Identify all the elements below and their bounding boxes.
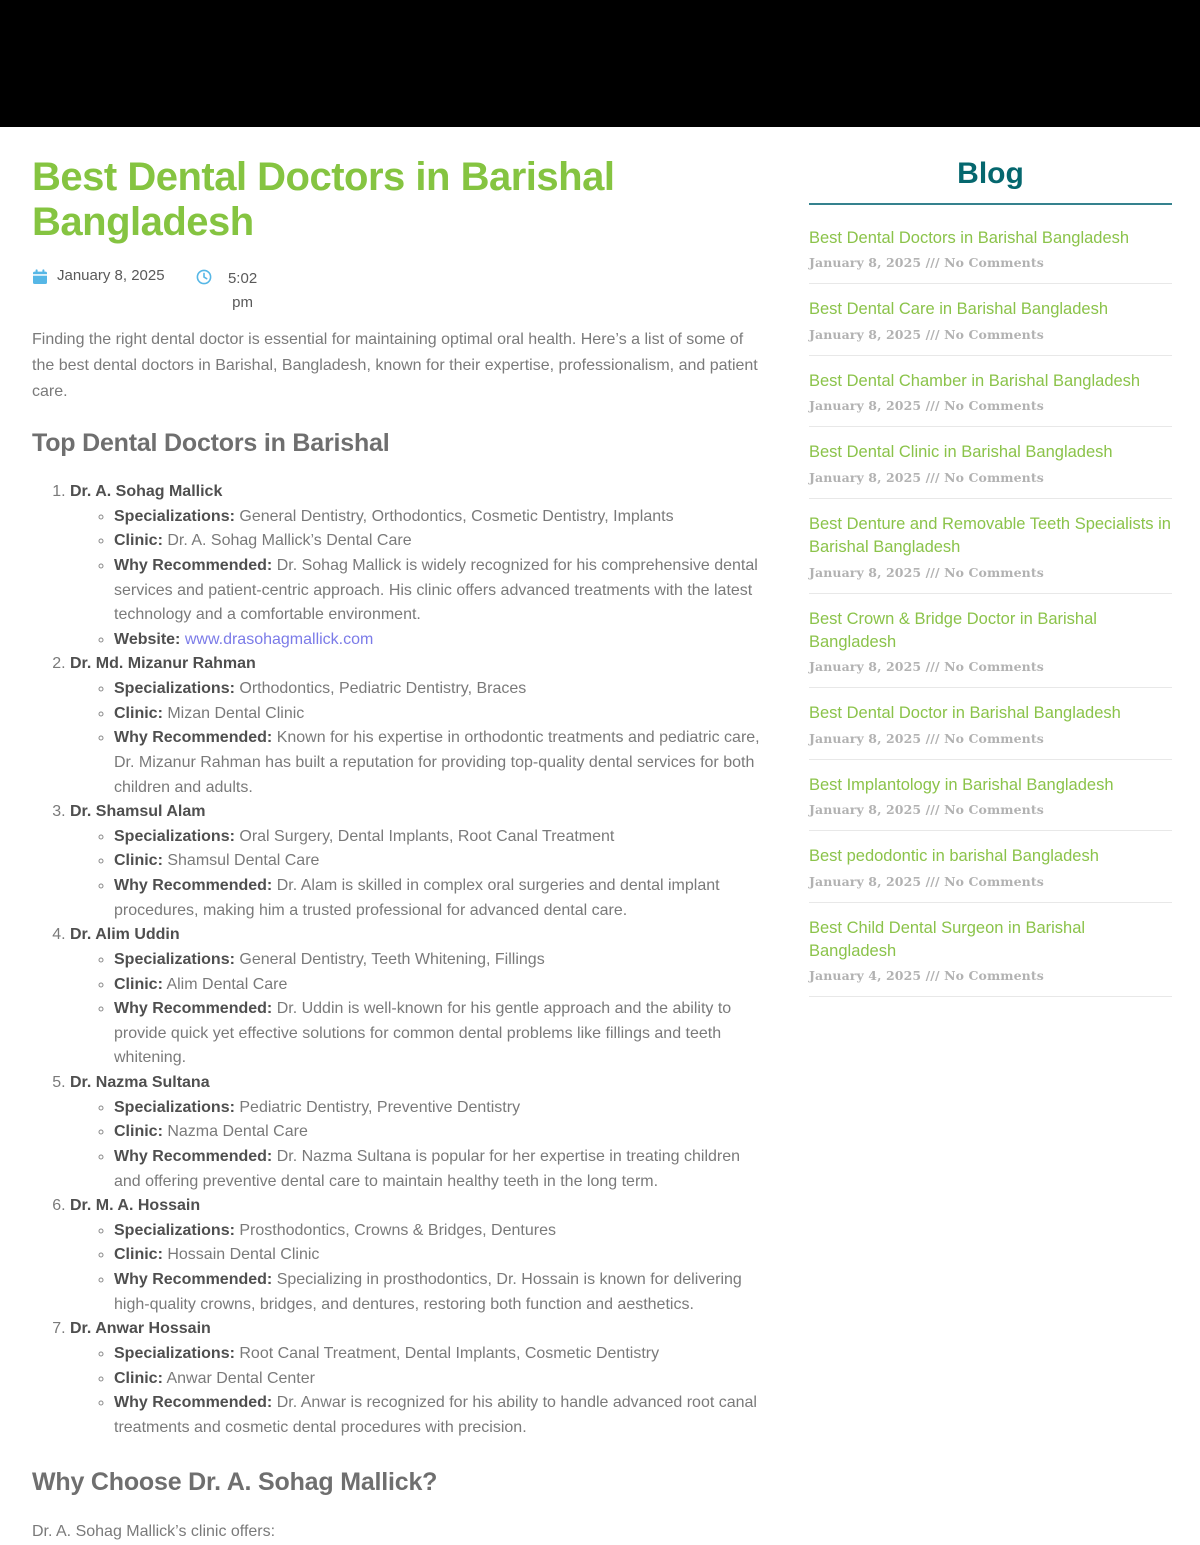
doctor-clinic <box>114 973 767 998</box>
why-recommended-label: Why Recommended: <box>114 556 273 574</box>
doctor-why-recommended <box>114 997 767 1071</box>
doctor-details <box>70 825 767 924</box>
clinic-value: Anwar Dental Center <box>166 1369 315 1387</box>
doctor-list-item <box>70 923 767 1071</box>
specializations-value: Oral Surgery, Dental Implants, Root Canal Treatment <box>239 827 615 845</box>
blog-post-link[interactable]: Best Dental Clinic in Barishal Bangladesh <box>809 443 1113 462</box>
blog-post-item <box>809 903 1172 998</box>
doctor-details <box>70 677 767 800</box>
blog-post-link[interactable]: Best Child Dental Surgeon in Barishal Bangladesh <box>809 918 1086 961</box>
blog-post-item <box>809 427 1172 498</box>
article-intro: Finding the right dental doctor is essential for maintaining optimal oral health. Here’s a list of some of the best dental doctors in Barishal, Bangladesh, known for their expertise, professionalism, and patient care. <box>32 331 758 401</box>
doctor-clinic <box>114 849 767 874</box>
doctor-name: Dr. Md. Mizanur Rahman <box>70 655 256 673</box>
blog-post-meta: January 8, 2025 /// No Comments <box>809 398 1044 414</box>
clinic-label: Clinic: <box>114 1123 163 1141</box>
clinic-value: Hossain Dental Clinic <box>167 1246 320 1264</box>
doctor-specializations <box>114 1342 767 1367</box>
blog-post-meta: January 8, 2025 /// No Comments <box>809 469 1044 485</box>
blog-post-meta: January 8, 2025 /// No Comments <box>809 326 1044 342</box>
blog-post-item <box>809 213 1172 284</box>
clinic-label: Clinic: <box>114 852 163 870</box>
doctor-list-item <box>70 1194 767 1317</box>
blog-post-item <box>809 499 1172 594</box>
doctor-clinic <box>114 1367 767 1392</box>
why-recommended-label: Why Recommended: <box>114 1147 273 1165</box>
page-body <box>0 127 1200 1545</box>
specializations-label: Specializations: <box>114 827 235 845</box>
doctor-name: Dr. Nazma Sultana <box>70 1074 210 1092</box>
top-header-bar <box>0 0 1200 127</box>
specializations-label: Specializations: <box>114 680 235 698</box>
specializations-label: Specializations: <box>114 507 235 525</box>
doctor-specializations <box>114 505 767 530</box>
blog-post-meta: January 4, 2025 /// No Comments <box>809 968 1044 984</box>
doctor-list-item <box>70 1317 767 1440</box>
blog-post-meta: January 8, 2025 /// No Comments <box>809 873 1044 889</box>
blog-post-link[interactable]: Best Dental Care in Barishal Bangladesh <box>809 300 1109 319</box>
blog-post-link[interactable]: Best Dental Doctors in Barishal Bangladesh <box>809 229 1130 247</box>
blog-post-item <box>809 594 1172 689</box>
why-recommended-value: Dr. Uddin is well-known for his gentle approach and the ability to provide quick yet effective solutions for common dental problems like fillings and teeth whitening. <box>114 1000 732 1067</box>
clock-icon <box>196 269 212 285</box>
page-title: Best Dental Doctors in Barishal Bangladesh <box>32 155 615 245</box>
doctor-website <box>114 628 767 653</box>
doctor-name: Dr. A. Sohag Mallick <box>70 483 223 501</box>
doctor-name: Dr. Shamsul Alam <box>70 803 206 821</box>
specializations-label: Specializations: <box>114 1098 235 1116</box>
section-heading-top-doctors: Top Dental Doctors in Barishal <box>32 429 390 458</box>
doctor-why-recommended <box>114 1145 767 1194</box>
clinic-label: Clinic: <box>114 532 163 550</box>
doctor-clinic <box>114 529 767 554</box>
specializations-value: Prosthodontics, Crowns & Bridges, Dentures <box>239 1221 556 1239</box>
doctor-list-item <box>70 652 767 800</box>
blog-post-meta: January 8, 2025 /// No Comments <box>809 730 1044 746</box>
doctor-specializations <box>114 948 767 973</box>
specializations-value: General Dentistry, Orthodontics, Cosmetic Dentistry, Implants <box>239 507 674 525</box>
clinic-value: Nazma Dental Care <box>167 1123 308 1141</box>
doctor-why-recommended <box>114 874 767 923</box>
doctor-details <box>70 1096 767 1195</box>
clinic-label: Clinic: <box>114 1369 163 1387</box>
doctor-specializations <box>114 1096 767 1121</box>
doctor-name: Dr. Anwar Hossain <box>70 1320 211 1338</box>
blog-post-list <box>809 213 1172 997</box>
specializations-label: Specializations: <box>114 950 235 968</box>
clinic-label: Clinic: <box>114 1246 163 1264</box>
doctor-list-item <box>70 800 767 923</box>
doctor-details <box>70 948 767 1071</box>
doctor-clinic <box>114 1120 767 1145</box>
blog-post-link[interactable]: Best Dental Chamber in Barishal Bangladesh <box>809 371 1141 390</box>
doctor-specializations <box>114 825 767 850</box>
post-meta <box>32 267 767 315</box>
post-date: January 8, 2025 <box>57 267 165 285</box>
clinic-value: Alim Dental Care <box>166 975 288 993</box>
doctor-why-recommended <box>114 1268 767 1317</box>
doctor-name: Dr. M. A. Hossain <box>70 1197 201 1215</box>
website-link[interactable]: www.drasohagmallick.com <box>184 630 374 648</box>
why-recommended-value: Specializing in prosthodontics, Dr. Hossain is known for delivering high-quality crowns, bridges, and dentures, restoring both function and aesthetics. <box>114 1271 742 1313</box>
blog-post-link[interactable]: Best Denture and Removable Teeth Specialists in Barishal Bangladesh <box>809 514 1171 557</box>
clinic-label: Clinic: <box>114 975 163 993</box>
doctor-details <box>70 1219 767 1318</box>
specializations-value: General Dentistry, Teeth Whitening, Fillings <box>239 950 545 968</box>
calendar-icon <box>32 269 48 285</box>
doctor-details <box>70 505 767 653</box>
blog-post-meta: January 8, 2025 /// No Comments <box>809 564 1044 580</box>
why-recommended-label: Why Recommended: <box>114 729 273 747</box>
doctor-specializations <box>114 677 767 702</box>
section-heading-why-choose: Why Choose Dr. A. Sohag Mallick? <box>32 1468 438 1497</box>
specializations-value: Orthodontics, Pediatric Dentistry, Braces <box>239 680 527 698</box>
why-recommended-label: Why Recommended: <box>114 877 273 895</box>
why-recommended-value: Dr. Alam is skilled in complex oral surgeries and dental implant procedures, making him a trusted professional for advanced dental care. <box>114 877 720 919</box>
blog-post-meta: January 8, 2025 /// No Comments <box>809 255 1044 271</box>
why-recommended-label: Why Recommended: <box>114 1271 273 1289</box>
blog-post-item <box>809 760 1172 831</box>
sidebar-divider <box>809 203 1172 205</box>
why-recommended-value: Known for his expertise in orthodontic treatments and pediatric care, Dr. Mizanur Rahman has built a reputation for providing top-quality dental services for both children and adults. <box>114 729 760 796</box>
blog-post-meta: January 8, 2025 /// No Comments <box>809 659 1044 675</box>
doctor-details <box>70 1342 767 1441</box>
clinic-value: Dr. A. Sohag Mallick’s Dental Care <box>167 532 412 550</box>
blog-post-item <box>809 688 1172 759</box>
doctor-why-recommended <box>114 554 767 628</box>
blog-post-item <box>809 284 1172 355</box>
blog-post-link[interactable]: Best pedodontic in barishal Bangladesh <box>809 847 1099 866</box>
blog-sidebar <box>809 153 1172 1545</box>
post-time: 5:02 pm <box>227 270 258 312</box>
blog-post-link[interactable]: Best Crown & Bridge Doctor in Barishal Bangladesh <box>809 609 1097 651</box>
article-content <box>32 153 767 1545</box>
doctor-clinic <box>114 1243 767 1268</box>
blog-post-meta: January 8, 2025 /// No Comments <box>809 802 1044 818</box>
doctor-why-recommended <box>114 726 767 800</box>
doctor-specializations <box>114 1219 767 1244</box>
clinic-value: Mizan Dental Clinic <box>167 704 305 722</box>
why-recommended-label: Why Recommended: <box>114 1394 273 1412</box>
blog-post-item <box>809 831 1172 902</box>
doctors-list <box>32 480 767 1440</box>
specializations-label: Specializations: <box>114 1344 235 1362</box>
clinic-value: Shamsul Dental Care <box>167 852 320 870</box>
why-recommended-label: Why Recommended: <box>114 1000 273 1018</box>
doctor-name: Dr. Alim Uddin <box>70 926 180 944</box>
why-recommended-value: Dr. Nazma Sultana is popular for her expertise in treating children and offering preventive dental care to maintain healthy teeth in the long term. <box>114 1147 741 1190</box>
sidebar-title: Blog <box>957 157 1024 190</box>
why-recommended-value: Dr. Sohag Mallick is widely recognized for his comprehensive dental services and patient-centric approach. His clinic offers advanced treatments with the latest technology and a comfortable environment. <box>114 556 758 624</box>
specializations-value: Root Canal Treatment, Dental Implants, Cosmetic Dentistry <box>239 1344 660 1362</box>
clinic-label: Clinic: <box>114 704 163 722</box>
doctor-why-recommended <box>114 1391 767 1440</box>
website-label: Website: <box>114 630 181 648</box>
why-choose-intro: Dr. A. Sohag Mallick’s clinic offers: <box>32 1523 276 1541</box>
doctor-list-item <box>70 480 767 652</box>
doctor-clinic <box>114 702 767 727</box>
why-recommended-value: Dr. Anwar is recognized for his ability to handle advanced root canal treatments and cosmetic dental procedures with precision. <box>114 1394 757 1436</box>
blog-post-link[interactable]: Best Dental Doctor in Barishal Bangladesh <box>809 704 1121 723</box>
blog-post-link[interactable]: Best Implantology in Barishal Bangladesh <box>809 775 1114 794</box>
blog-post-item <box>809 356 1172 427</box>
specializations-value: Pediatric Dentistry, Preventive Dentistry <box>239 1098 521 1116</box>
doctor-list-item <box>70 1071 767 1194</box>
specializations-label: Specializations: <box>114 1221 235 1239</box>
